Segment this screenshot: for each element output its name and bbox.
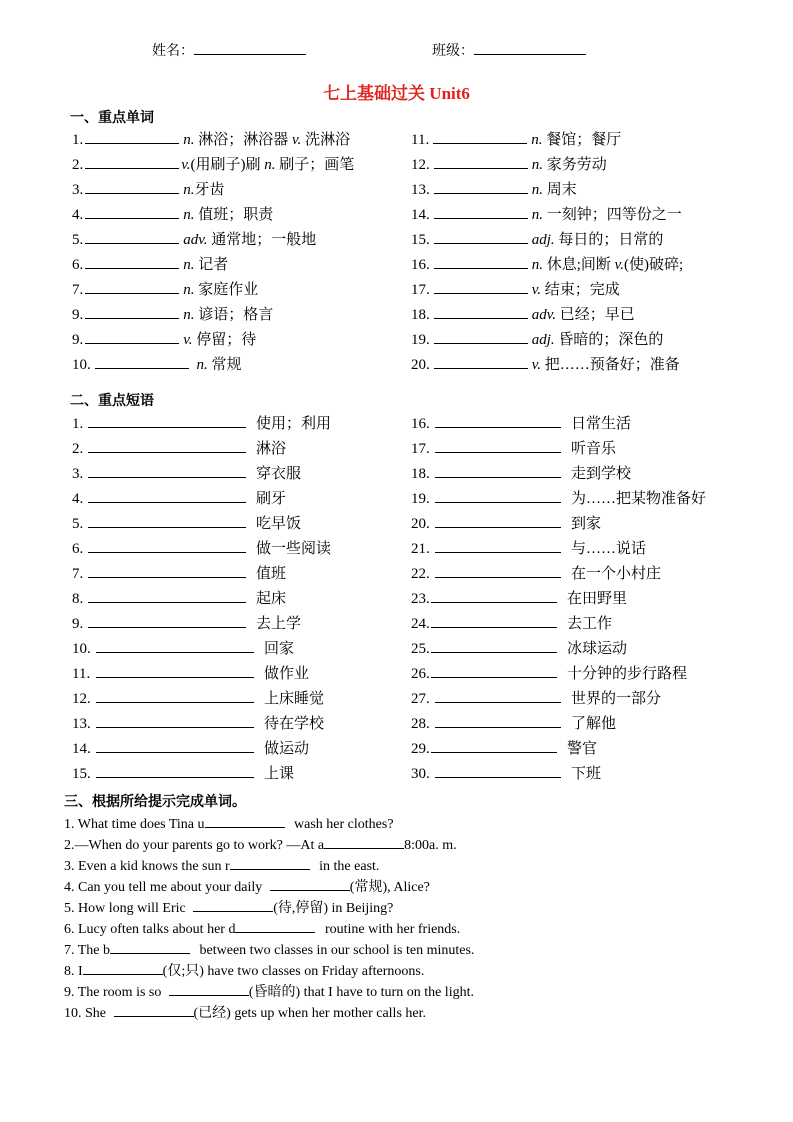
list-item [64, 960, 474, 981]
answer-blank[interactable] [435, 488, 561, 503]
answer-blank[interactable] [230, 855, 310, 870]
definition: 刷牙 [256, 491, 287, 507]
list-item [72, 612, 331, 637]
list-item [72, 253, 354, 278]
item-number: 19. [411, 332, 430, 348]
answer-blank[interactable] [114, 1002, 194, 1017]
definition: 牙齿 [194, 182, 225, 198]
list-item [72, 587, 331, 612]
sentence-end: routine with her friends. [321, 922, 461, 937]
list-item [64, 897, 474, 918]
item-number: 11. [411, 132, 430, 148]
item-number: 22. [411, 566, 430, 582]
answer-blank[interactable] [193, 897, 273, 912]
list-item [72, 203, 354, 228]
item-number: 13. [72, 716, 91, 732]
answer-blank[interactable] [85, 129, 179, 144]
sentence-end: 8:00a. m. [404, 838, 457, 853]
list-item [411, 328, 683, 353]
part-of-speech: n. [183, 257, 195, 273]
item-number: 9. [72, 616, 84, 632]
answer-blank[interactable] [85, 154, 179, 169]
class-label: 班级： [432, 44, 474, 59]
definition: 值班 [256, 566, 287, 582]
definition: 听音乐 [571, 441, 617, 457]
list-item [64, 834, 474, 855]
list-item [72, 128, 354, 153]
definition: 昏暗的；深色的 [558, 332, 664, 348]
answer-blank[interactable] [434, 279, 528, 294]
item-number: 4. [72, 491, 84, 507]
sec1-left-column [72, 128, 354, 378]
definition: 做一些阅读 [256, 541, 332, 557]
part-of-speech: n. [531, 182, 543, 198]
item-number: 3. [72, 182, 84, 198]
part-of-speech: adv. [183, 232, 208, 248]
item-number: 3. [72, 466, 84, 482]
part-of-speech: v. [531, 357, 542, 373]
answer-blank[interactable] [434, 254, 528, 269]
item-number: 2. [72, 441, 84, 457]
list-item [411, 587, 706, 612]
item-number: 23. [411, 591, 430, 607]
definition: 把……预备好；准备 [544, 357, 680, 373]
list-item [72, 737, 331, 762]
item-number: 15. [72, 766, 91, 782]
part-of-speech: adv. [531, 307, 557, 323]
list-item [411, 437, 706, 462]
answer-blank[interactable] [431, 738, 557, 753]
item-number: 7. [72, 566, 84, 582]
part-of-speech: v. [181, 157, 191, 173]
sentence-start: 9. The room is so [64, 985, 165, 1000]
list-item [411, 537, 706, 562]
item-number: 20. [411, 357, 430, 373]
item-number: 14. [72, 741, 91, 757]
answer-blank[interactable] [88, 463, 246, 478]
list-item [72, 712, 331, 737]
list-item [411, 128, 683, 153]
definition: 穿衣服 [256, 466, 302, 482]
answer-blank[interactable] [85, 179, 179, 194]
definition: 使用；利用 [256, 416, 332, 432]
item-number: 16. [411, 257, 430, 273]
part-of-speech: n. [531, 157, 543, 173]
list-item [64, 1002, 474, 1023]
answer-blank[interactable] [85, 254, 179, 269]
answer-blank[interactable] [96, 638, 254, 653]
answer-blank[interactable] [88, 588, 246, 603]
list-item [411, 153, 683, 178]
definition: 警官 [567, 741, 598, 757]
item-number: 6. [72, 541, 84, 557]
definition: 起床 [256, 591, 287, 607]
list-item [411, 462, 706, 487]
list-item [72, 462, 331, 487]
item-number: 2. [72, 157, 84, 173]
definition: 与……说话 [571, 541, 647, 557]
definition-2: 洗淋浴 [305, 132, 351, 148]
item-number: 9. [72, 332, 84, 348]
part-of-speech: adj. [531, 332, 555, 348]
list-item [72, 662, 331, 687]
sentence-end: (常规), Alice? [349, 880, 430, 895]
answer-blank[interactable] [96, 713, 254, 728]
list-item [411, 637, 706, 662]
definition: 做运动 [264, 741, 310, 757]
definition: 家庭作业 [198, 282, 259, 298]
sentence-end: (仅;只) have two classes on Friday afternoons. [162, 964, 425, 979]
item-number: 16. [411, 416, 430, 432]
list-item [72, 153, 354, 178]
definition: 去工作 [567, 616, 613, 632]
definition: 停留；待 [196, 332, 257, 348]
sentence-end: (昏暗的) that I have to turn on the light. [248, 985, 474, 1000]
definition: 下班 [571, 766, 602, 782]
definition: 上床睡觉 [264, 691, 325, 707]
answer-blank[interactable] [83, 960, 163, 975]
definition: 在田野里 [567, 591, 628, 607]
answer-blank[interactable] [431, 588, 557, 603]
item-number: 24. [411, 616, 430, 632]
answer-blank[interactable] [434, 304, 528, 319]
list-item [72, 412, 331, 437]
sec2-right-column [411, 412, 706, 787]
answer-blank[interactable] [85, 229, 179, 244]
list-item [411, 228, 683, 253]
part-of-speech-2: v. [614, 257, 624, 273]
list-item [72, 228, 354, 253]
answer-blank[interactable] [95, 354, 189, 369]
sentence-start: 3. Even a kid knows the sun r [64, 859, 230, 874]
definition: 冰球运动 [567, 641, 628, 657]
definition: 记者 [198, 257, 229, 273]
class-field-row [432, 40, 586, 60]
item-number: 8. [72, 591, 84, 607]
answer-blank[interactable] [431, 638, 557, 653]
list-item [64, 918, 474, 939]
item-number: 7. [72, 282, 84, 298]
definition: 上课 [264, 766, 295, 782]
answer-blank[interactable] [205, 813, 285, 828]
answer-blank[interactable] [435, 413, 561, 428]
list-item [411, 253, 683, 278]
answer-blank[interactable] [435, 688, 561, 703]
item-number: 25. [411, 641, 430, 657]
name-field-row [152, 40, 306, 60]
answer-blank[interactable] [431, 663, 557, 678]
definition: 待在学校 [264, 716, 325, 732]
answer-blank[interactable] [435, 463, 561, 478]
definition: (用刷子)刷 [190, 157, 261, 173]
list-item [72, 687, 331, 712]
definition: 值班；职责 [198, 207, 274, 223]
item-number: 26. [411, 666, 430, 682]
answer-blank[interactable] [435, 513, 561, 528]
answer-blank[interactable] [85, 204, 179, 219]
answer-blank[interactable] [85, 279, 179, 294]
sentence-start: 8. I [64, 964, 83, 979]
item-number: 11. [72, 666, 91, 682]
answer-blank[interactable] [88, 413, 246, 428]
item-number: 12. [411, 157, 430, 173]
item-number: 29. [411, 741, 430, 757]
answer-blank[interactable] [88, 513, 246, 528]
definition: 通常地；一般地 [211, 232, 317, 248]
list-item [72, 278, 354, 303]
definition: 结束；完成 [544, 282, 620, 298]
list-item [411, 303, 683, 328]
answer-blank[interactable] [88, 438, 246, 453]
item-number: 19. [411, 491, 430, 507]
definition: 在一个小村庄 [571, 566, 662, 582]
item-number: 13. [411, 182, 430, 198]
definition: 谚语；格言 [198, 307, 274, 323]
answer-blank[interactable] [434, 154, 528, 169]
list-item [72, 303, 354, 328]
list-item [411, 203, 683, 228]
list-item [411, 278, 683, 303]
item-number: 14. [411, 207, 430, 223]
answer-blank[interactable] [435, 538, 561, 553]
definition-2: 刷子；画笔 [279, 157, 355, 173]
answer-blank[interactable] [431, 613, 557, 628]
sec3-list [64, 813, 474, 1023]
item-number: 15. [411, 232, 430, 248]
definition: 世界的一部分 [571, 691, 662, 707]
answer-blank[interactable] [110, 939, 190, 954]
item-number: 10. [72, 641, 91, 657]
item-number: 5. [72, 516, 84, 532]
answer-blank[interactable] [435, 563, 561, 578]
answer-blank[interactable] [434, 354, 528, 369]
list-item [411, 412, 706, 437]
item-number: 18. [411, 466, 430, 482]
list-item [72, 637, 331, 662]
item-number: 17. [411, 282, 430, 298]
list-item [72, 353, 354, 378]
answer-blank[interactable] [435, 763, 561, 778]
definition-2: (使)破碎; [623, 257, 684, 273]
answer-blank[interactable] [169, 981, 249, 996]
list-item [411, 762, 706, 787]
sentence-start: 2.—When do your parents go to work? —At a [64, 838, 325, 853]
sentence-start: 1. What time does Tina u [64, 817, 205, 832]
item-number: 1. [72, 132, 84, 148]
item-number: 1. [72, 416, 84, 432]
definition: 周末 [546, 182, 577, 198]
part-of-speech: v. [183, 332, 193, 348]
sentence-start: 6. Lucy often talks about her d [64, 922, 236, 937]
answer-blank[interactable] [434, 204, 528, 219]
answer-blank[interactable] [434, 229, 528, 244]
section2-heading: 二、重点短语 [70, 394, 154, 409]
name-input-line[interactable] [194, 40, 306, 55]
list-item [64, 813, 474, 834]
list-item [411, 712, 706, 737]
class-input-line[interactable] [474, 40, 586, 55]
part-of-speech-2: n. [264, 157, 276, 173]
sec2-left-column [72, 412, 331, 787]
answer-blank[interactable] [270, 876, 350, 891]
answer-blank[interactable] [88, 613, 246, 628]
name-label: 姓名： [152, 44, 194, 59]
item-number: 28. [411, 716, 430, 732]
definition: 到家 [571, 516, 602, 532]
answer-blank[interactable] [96, 738, 254, 753]
page-title: 七上基础过关 Unit6 [323, 84, 470, 103]
list-item [72, 328, 354, 353]
part-of-speech: n. [531, 257, 543, 273]
sentence-start: 4. Can you tell me about your daily [64, 880, 266, 895]
item-number: 17. [411, 441, 430, 457]
item-number: 30. [411, 766, 430, 782]
part-of-speech: n. [183, 132, 195, 148]
sentence-start: 10. She [64, 1006, 110, 1021]
item-number: 6. [72, 257, 84, 273]
list-item [72, 437, 331, 462]
answer-blank[interactable] [85, 304, 179, 319]
answer-blank[interactable] [88, 563, 246, 578]
answer-blank[interactable] [434, 329, 528, 344]
definition: 已经；早已 [559, 307, 635, 323]
answer-blank[interactable] [96, 663, 254, 678]
part-of-speech: n. [183, 207, 195, 223]
item-number: 4. [72, 207, 84, 223]
answer-blank[interactable] [88, 538, 246, 553]
sec1-right-column [411, 128, 683, 378]
sentence-end: (待,停留) in Beijing? [273, 901, 394, 916]
list-item [411, 687, 706, 712]
part-of-speech: adj. [531, 232, 555, 248]
part-of-speech: n. [183, 282, 195, 298]
answer-blank[interactable] [435, 438, 561, 453]
definition: 日常生活 [571, 416, 632, 432]
sentence-end: between two classes in our school is ten minutes. [196, 943, 475, 958]
list-item [64, 876, 474, 897]
sentence-end: (已经) gets up when her mother calls her. [193, 1006, 426, 1021]
list-item [72, 762, 331, 787]
list-item [72, 178, 354, 203]
answer-blank[interactable] [433, 129, 527, 144]
list-item [411, 562, 706, 587]
definition: 吃早饭 [256, 516, 302, 532]
list-item [411, 737, 706, 762]
item-number: 12. [72, 691, 91, 707]
answer-blank[interactable] [434, 179, 528, 194]
answer-blank[interactable] [96, 763, 254, 778]
list-item [64, 939, 474, 960]
definition: 十分钟的步行路程 [567, 666, 688, 682]
part-of-speech: n. [183, 182, 195, 198]
list-item [72, 512, 331, 537]
part-of-speech: n. [531, 132, 543, 148]
answer-blank[interactable] [88, 488, 246, 503]
definition: 去上学 [256, 616, 302, 632]
part-of-speech-2: v. [292, 132, 302, 148]
item-number: 18. [411, 307, 430, 323]
sentence-start: 7. The b [64, 943, 111, 958]
part-of-speech: v. [531, 282, 542, 298]
list-item [411, 353, 683, 378]
definition: 做作业 [264, 666, 310, 682]
definition: 回家 [264, 641, 295, 657]
definition: 餐馆；餐厅 [546, 132, 622, 148]
part-of-speech: n. [196, 357, 208, 373]
list-item [72, 537, 331, 562]
list-item [411, 612, 706, 637]
item-number: 20. [411, 516, 430, 532]
sentence-start: 5. How long will Eric [64, 901, 190, 916]
list-item [64, 855, 474, 876]
sentence-end: wash her clothes? [290, 817, 394, 832]
item-number: 5. [72, 232, 84, 248]
list-item [72, 487, 331, 512]
list-item [411, 487, 706, 512]
item-number: 21. [411, 541, 430, 557]
definition: 休息;间断 [546, 257, 611, 273]
definition: 淋浴；淋浴器 [198, 132, 289, 148]
list-item [64, 981, 474, 1002]
answer-blank[interactable] [324, 834, 404, 849]
definition: 每日的；日常的 [558, 232, 664, 248]
item-number: 27. [411, 691, 430, 707]
list-item [411, 662, 706, 687]
definition: 家务劳动 [546, 157, 607, 173]
list-item [411, 512, 706, 537]
section3-heading: 三、根据所给提示完成单词。 [64, 795, 246, 810]
definition: 淋浴 [256, 441, 287, 457]
answer-blank[interactable] [85, 329, 179, 344]
list-item [72, 562, 331, 587]
sentence-end: in the east. [315, 859, 380, 874]
definition: 了解他 [571, 716, 617, 732]
definition: 常规 [211, 357, 242, 373]
part-of-speech: n. [183, 307, 195, 323]
answer-blank[interactable] [435, 713, 561, 728]
item-number: 10. [72, 357, 91, 373]
definition: 为……把某物准备好 [571, 491, 707, 507]
definition: 走到学校 [571, 466, 632, 482]
answer-blank[interactable] [235, 918, 315, 933]
list-item [411, 178, 683, 203]
answer-blank[interactable] [96, 688, 254, 703]
definition: 一刻钟；四等份之一 [546, 207, 682, 223]
section1-heading: 一、重点单词 [70, 111, 154, 126]
part-of-speech: n. [531, 207, 543, 223]
item-number: 9. [72, 307, 84, 323]
